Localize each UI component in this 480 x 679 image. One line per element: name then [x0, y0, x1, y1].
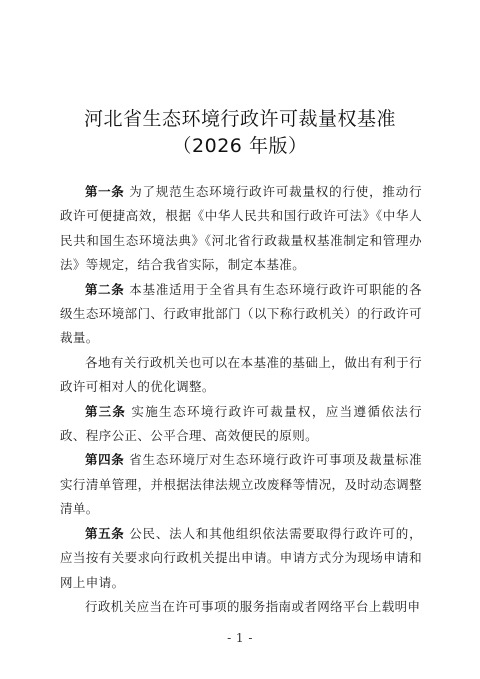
document-title: 河北省生态环境行政许可裁量权基准 — [83, 108, 396, 130]
article-3-number: 第三条 — [85, 403, 127, 419]
article-5-paragraph — [60, 522, 422, 595]
article-2-paragraph — [60, 278, 422, 351]
article-5-continuation-text: 行政机关应当在许可事项的服务指南或者网络平台上载明申 — [85, 598, 421, 614]
article-1-paragraph — [60, 180, 422, 278]
document-subtitle: （2026 年版） — [172, 135, 308, 157]
article-4-number: 第四条 — [85, 452, 125, 468]
article-2-continuation-text: 各地有关行政机关也可以在本基准的基础上，做出有利于行政许可相对人的优化调整。 — [60, 354, 422, 395]
article-2-text: 本基准适用于全省具有生态环境行政许可职能的各级生态环境部门、行政审批部门（以下称行政机关）的行政许可裁量。 — [60, 281, 422, 346]
article-5-continuation-paragraph — [60, 595, 422, 619]
document-body — [60, 180, 422, 619]
article-1-number: 第一条 — [85, 184, 125, 199]
article-4-text: 省生态环境厅对生态环境行政许可事项及裁量标准实行清单管理，并根据法律法规立改废释等情况，及时动态调整清单。 — [60, 452, 422, 517]
article-1-text: 为了规范生态环境行政许可裁量权的行使，推动行政许可便捷高效，根据《中华人民共和国行政许可法》《中华人民共和国生态环境法典》《河北省行政裁量权基准制定和管理办法》等规定，结合我省实际，制定本基准。 — [60, 184, 422, 273]
article-3-text: 实施生态环境行政许可裁量权，应当遵循依法行政、程序公正、公平合理、高效便民的原则。 — [60, 403, 422, 444]
article-4-paragraph — [60, 448, 422, 521]
article-5-text: 公民、法人和其他组织依法需要取得行政许可的，应当按有关要求向行政机关提出申请。申请方式分为现场申请和网上申请。 — [60, 525, 422, 590]
article-5-number: 第五条 — [85, 525, 125, 541]
page-number: - 1 - — [227, 631, 253, 645]
article-2-number: 第二条 — [85, 281, 125, 297]
article-2-continuation-paragraph — [60, 351, 422, 400]
article-3-paragraph — [60, 400, 422, 449]
